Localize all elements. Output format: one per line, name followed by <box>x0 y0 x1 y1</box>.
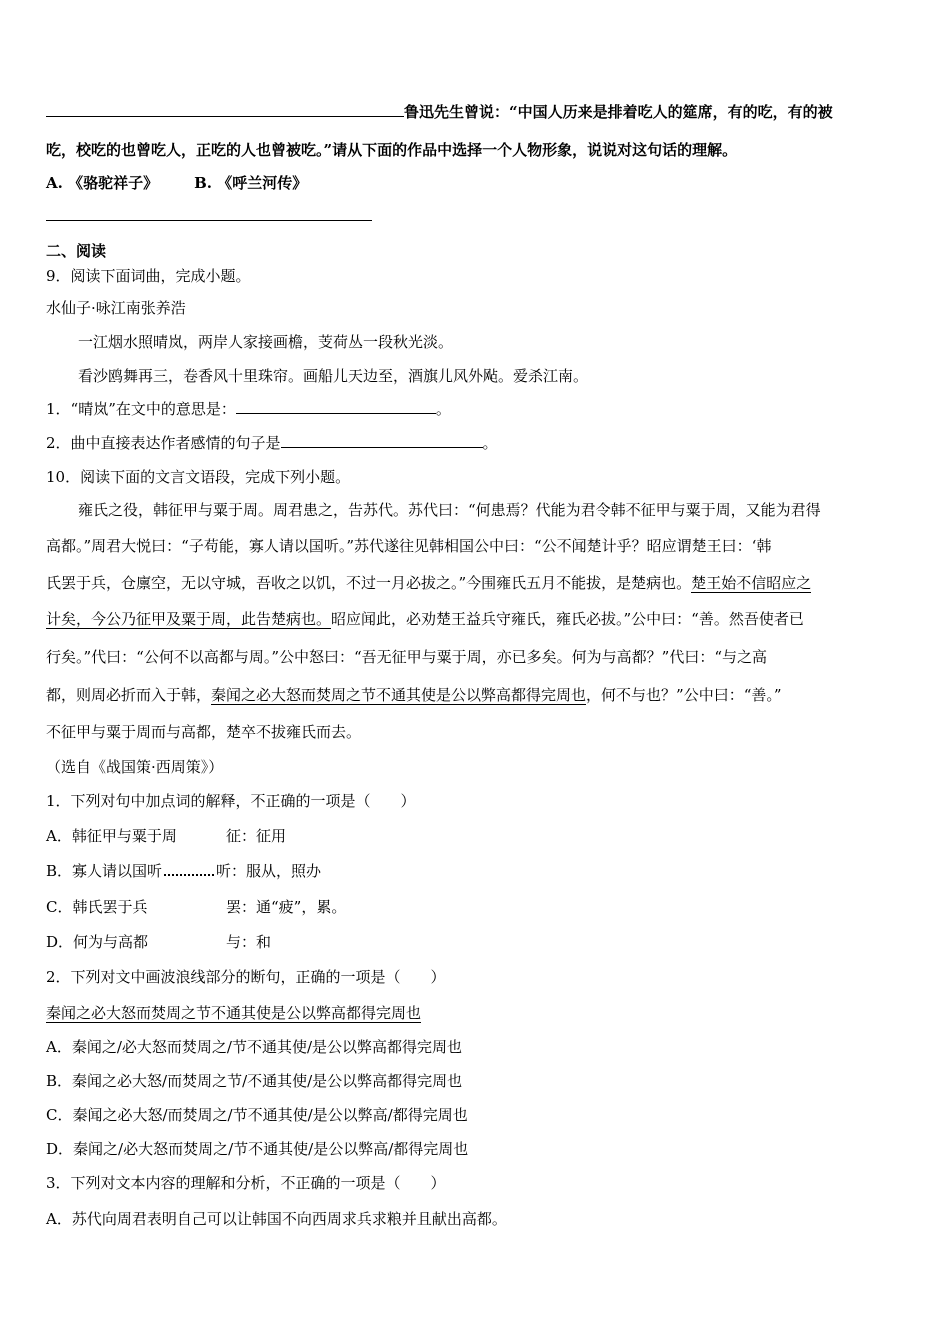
passage-line-1: 雍氏之役，韩征甲与粟于周。周君患之，告苏代。苏代曰：“何患焉？代能为君令韩不征甲与粟于周，又能为君得 <box>78 501 821 519</box>
emphasis-dots <box>164 860 214 876</box>
poem-line-2: 看沙鸥舞再三，卷香风十里珠帘。画船儿天边至，酒旗儿风外飐。爱杀江南。 <box>78 367 589 385</box>
q10-prompt: 10．阅读下面的文言文语段，完成下列小题。 <box>46 468 351 486</box>
passage-line-4: 计矣，今公乃征甲及粟于周，此告楚病也。昭应闻此，必劝楚王益兵守雍氏，雍氏必拔。”公中曰：“善。然吾使者已 <box>46 610 804 628</box>
passage-line-2: 高都。”周君大悦曰：“子苟能，寡人请以国听。”苏代遂往见韩相国公中曰：“公不闻楚计乎？昭应谓楚王曰：‘韩 <box>46 537 772 555</box>
passage-line-3: 氏罢于兵，仓廪空，无以守城，吾收之以饥，不过一月必拔之。”今围雍氏五月不能拔，是楚病也。楚王始不信昭应之 <box>46 574 812 592</box>
s2-stem: 2．下列对文中画波浪线部分的断句，正确的一项是（ ） <box>46 968 446 986</box>
s2-option-a[interactable]: A．秦闻之/必大怒而焚周之/节不通其使/是公以弊高都得完周也 <box>46 1038 462 1056</box>
s3-option-a[interactable]: A．苏代向周君表明自己可以让韩国不向西周求兵求粮并且献出高都。 <box>46 1210 507 1228</box>
q8-options <box>46 172 307 194</box>
passage-line-6: 都，则周必折而入于韩，秦闻之必大怒而焚周之节不通其使是公以弊高都得完周也，何不与也？”公中曰：“善。” <box>46 686 782 704</box>
passage-line-7: 不征甲与粟于周而与高都，楚卒不拔雍氏而去。 <box>46 723 362 741</box>
s1-option-c[interactable]: C．韩氏罢于兵 罢：通“疲”，累。 <box>46 898 347 916</box>
q8-option-b: B. 《呼兰河传》 <box>194 174 308 192</box>
wavy-underlined-sentence: 秦闻之必大怒而焚周之节不通其使是公以弊高都得完周也 <box>211 686 587 704</box>
s2-option-d[interactable]: D．秦闻之/必大怒而焚周之/节不通其使/是公以弊高/都得完周也 <box>46 1140 469 1158</box>
s2-sentence: 秦闻之必大怒而焚周之节不通其使是公以弊高都得完周也 <box>46 1004 422 1022</box>
answer-blank[interactable] <box>236 399 436 414</box>
q9-sub2: 2．曲中直接表达作者感情的句子是 。 <box>46 434 498 452</box>
underlined-sentence: 楚王始不信昭应之 <box>691 574 812 592</box>
passage-line-5: 行矣。”代曰：“公何不以高都与周。”公中怒曰：“吾无征甲与粟于周，亦已多矣。何为与高都？”代曰：“与之高 <box>46 648 768 666</box>
q8-line2: 吃，校吃的也曾吃人，正吃的人也曾被吃。”请从下面的作品中选择一个人物形象，说说对这句话的理解。 <box>46 141 738 159</box>
s1-option-d[interactable]: D．何为与高都 与：和 <box>46 933 272 951</box>
answer-blank[interactable] <box>281 433 483 448</box>
passage-source: （选自《战国策·西周策》） <box>46 758 224 776</box>
s2-option-b[interactable]: B．秦闻之必大怒/而焚周之节/不通其使/是公以弊高都得完周也 <box>46 1072 463 1090</box>
s1-stem: 1．下列对句中加点词的解释，不正确的一项是（ ） <box>46 792 416 810</box>
q8-option-a: A. 《骆驼祥子》 <box>46 174 159 192</box>
poem-title: 水仙子·咏江南张养浩 <box>46 299 186 317</box>
answer-line[interactable] <box>46 220 372 221</box>
s3-stem: 3．下列对文本内容的理解和分析，不正确的一项是（ ） <box>46 1174 446 1192</box>
s1-option-a[interactable]: A．韩征甲与粟于周 征：征用 <box>46 827 287 845</box>
q9-prompt: 9．阅读下面词曲，完成小题。 <box>46 267 251 285</box>
answer-blank[interactable] <box>46 102 404 117</box>
q8-line1: 鲁迅先生曾说：“中国人历来是排着吃人的筵席，有的吃，有的被 <box>46 101 833 123</box>
q9-sub1: 1．“晴岚”在文中的意思是： 。 <box>46 400 451 418</box>
s2-option-c[interactable]: C．秦闻之必大怒/而焚周之/节不通其使/是公以弊高/都得完周也 <box>46 1106 468 1124</box>
section-title: 二、阅读 <box>46 242 107 260</box>
s1-option-b[interactable]: B．寡人请以国听 听：服从，照办 <box>46 862 322 880</box>
underlined-sentence: 计矣，今公乃征甲及粟于周，此告楚病也。 <box>46 610 332 628</box>
poem-line-1: 一江烟水照晴岚，两岸人家接画檐，芰荷丛一段秋光淡。 <box>78 333 454 351</box>
